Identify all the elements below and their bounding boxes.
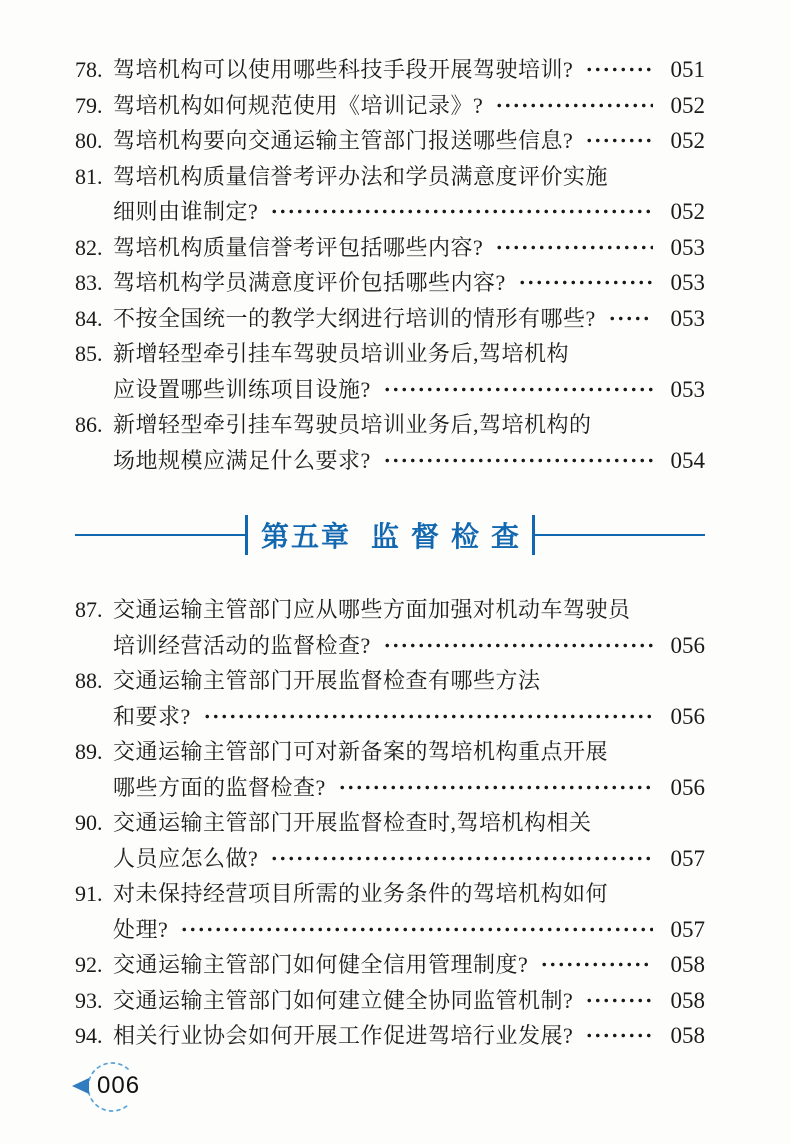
entry-text: 细则由谁制定? [113,199,259,224]
dot-leader [585,1033,653,1038]
dot-leader [495,245,653,250]
dot-leader [540,962,653,967]
toc-entry [75,88,705,124]
toc-entry [75,230,705,266]
chapter-divider-line-right [535,534,705,536]
dot-leader [338,785,653,790]
dot-leader [518,280,653,285]
toc-entry-continuation-line [75,841,705,877]
dot-leader [608,316,653,321]
dot-leader [270,856,653,861]
toc-entry [75,123,705,159]
entry-page-number: 056 [670,632,705,658]
entry-number: 91. [75,881,103,906]
toc-entry-continuation-line [75,699,705,735]
entry-page-number: 057 [670,916,705,942]
entry-number: 81. [75,163,103,189]
toc-entry-continuation-line [75,443,705,479]
dot-leader [270,209,653,214]
entry-number: 90. [75,810,103,835]
toc-section-before-chapter [75,52,705,478]
entry-text: 驾培机构如何规范使用《培训记录》? [113,92,484,118]
entry-number: 80. [75,128,103,153]
entry-text: 不按全国统一的教学大纲进行培训的情形有哪些? [113,305,596,331]
entry-number: 87. [75,597,103,622]
dot-leader [383,387,653,392]
toc-entry [75,407,705,443]
toc-entry [75,734,705,770]
entry-text: 交通运输主管部门开展监督检查时,驾培机构相关 [113,810,592,835]
entry-page-number: 052 [670,128,705,153]
entry-number: 92. [75,952,103,977]
entry-text: 交通运输主管部门如何建立健全协同监管机制? [113,987,574,1013]
entry-number: 85. [75,341,103,366]
entry-text: 人员应怎么做? [113,845,259,871]
toc-entry [75,1018,705,1054]
entry-page-number: 051 [670,57,705,82]
entry-page-number: 056 [670,774,705,800]
dot-leader [383,643,653,648]
dot-leader [383,458,653,463]
entry-text: 处理? [113,916,169,942]
entry-page-number: 057 [670,845,705,871]
entry-number: 89. [75,739,103,764]
toc-entry-continuation-line [75,194,705,230]
entry-text: 对未保持经营项目所需的业务条件的驾培机构如何 [113,881,609,906]
page-footer [70,1058,160,1118]
entry-text: 哪些方面的监督检查? [113,774,326,800]
toc-entry [75,592,705,628]
entry-number: 78. [75,57,103,82]
entry-number: 94. [75,1023,103,1048]
entry-number: 86. [75,412,103,437]
entry-text: 和要求? [113,703,191,729]
entry-page-number: 052 [670,92,705,118]
chapter-heading [75,515,705,555]
toc-entry [75,983,705,1019]
chapter-divider-line-left [75,534,245,536]
entry-text: 交通运输主管部门如何健全信用管理制度? [113,952,529,977]
toc-entry [75,52,705,88]
toc-entry [75,805,705,841]
toc-entry [75,663,705,699]
entry-page-number: 056 [670,703,705,729]
entry-number: 84. [75,305,103,331]
table-of-contents [75,52,705,1054]
entry-page-number: 052 [670,199,705,224]
dot-leader [585,67,653,72]
toc-entry [75,159,705,195]
entry-text: 应设置哪些训练项目设施? [113,376,371,402]
dot-leader [180,927,653,932]
entry-number: 83. [75,270,103,295]
toc-entry-continuation-line [75,912,705,948]
toc-entry [75,947,705,983]
toc-section-after-chapter [75,592,705,1054]
entry-page-number: 053 [670,270,705,295]
footer-page-number: 006 [97,1072,141,1099]
entry-page-number: 054 [670,447,705,473]
toc-entry [75,301,705,337]
footer-triangle-icon [72,1078,89,1094]
entry-text: 培训经营活动的监督检查? [113,632,371,658]
entry-page-number: 058 [670,952,705,977]
entry-page-number: 053 [670,234,705,260]
entry-page-number: 058 [670,1023,705,1048]
entry-text: 驾培机构质量信誉考评包括哪些内容? [113,234,484,260]
toc-entry-continuation-line [75,628,705,664]
entry-page-number: 053 [670,376,705,402]
chapter-title: 监督检查 [371,521,532,552]
entry-text: 新增轻型牵引挂车驾驶员培训业务后,驾培机构 [113,341,570,366]
toc-entry [75,336,705,372]
entry-text: 相关行业协会如何开展工作促进驾培行业发展? [113,1023,574,1048]
entry-text: 交通运输主管部门开展监督检查有哪些方法 [113,668,541,693]
entry-text: 新增轻型牵引挂车驾驶员培训业务后,驾培机构的 [113,412,592,437]
entry-text: 场地规模应满足什么要求? [113,447,371,473]
entry-page-number: 058 [670,987,705,1013]
entry-text: 交通运输主管部门应从哪些方面加强对机动车驾驶员 [113,597,631,622]
dot-leader [203,714,653,719]
chapter-title-box [245,515,535,555]
dot-leader [495,103,653,108]
entry-text: 驾培机构学员满意度评价包括哪些内容? [113,270,506,295]
entry-page-number: 053 [670,305,705,331]
entry-number: 79. [75,92,103,118]
dot-leader [585,138,653,143]
entry-number: 88. [75,668,103,693]
entry-number: 93. [75,987,103,1013]
dot-leader [585,998,653,1003]
entry-text: 驾培机构质量信誉考评办法和学员满意度评价实施 [113,163,609,189]
toc-entry-continuation-line [75,372,705,408]
entry-text: 驾培机构可以使用哪些科技手段开展驾驶培训? [113,57,574,82]
entry-text: 驾培机构要向交通运输主管部门报送哪些信息? [113,128,574,153]
toc-entry [75,265,705,301]
entry-number: 82. [75,234,103,260]
toc-entry-continuation-line [75,770,705,806]
entry-text: 交通运输主管部门可对新备案的驾培机构重点开展 [113,739,609,764]
chapter-number-label: 第五章 [260,521,351,552]
toc-entry [75,876,705,912]
